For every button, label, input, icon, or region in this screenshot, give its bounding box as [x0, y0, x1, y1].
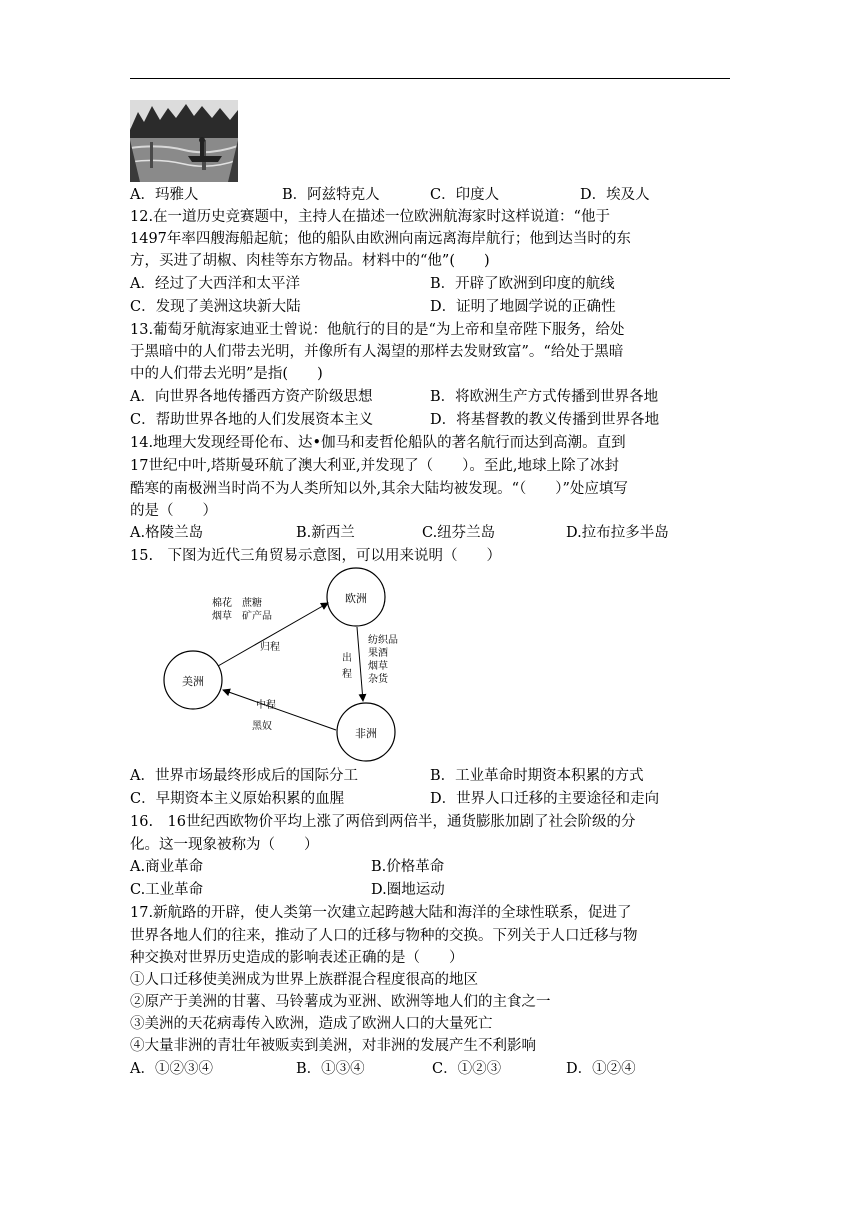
middle-leg-arrow: [223, 690, 336, 730]
q17-option-a[interactable]: A．①②③④: [130, 1061, 213, 1077]
outbound-good-2: 果酒: [368, 648, 388, 659]
outbound-good-3: 烟草: [368, 661, 388, 672]
q15-option-d[interactable]: D．世界人口迁移的主要途径和走向: [430, 791, 660, 807]
q12-option-a[interactable]: A．经过了大西洋和太平洋: [130, 276, 300, 292]
q17-option-d[interactable]: D．①②④: [566, 1061, 636, 1077]
outbound-good-4: 杂货: [368, 674, 388, 685]
q17-statement-3: ③美洲的天花病毒传入欧洲，造成了欧洲人口的大量死亡: [130, 1016, 493, 1032]
q13-option-b[interactable]: B．将欧洲生产方式传播到世界各地: [430, 389, 659, 405]
q14-stem-line-1: 14.地理大发现经哥伦布、达•伽马和麦哲伦船队的著名航行而达到高潮。直到: [130, 435, 626, 451]
outbound-leg-arrow: [357, 627, 363, 701]
q13-stem-line-3: 中的人们带去光明”是指( ): [130, 366, 323, 382]
europe-label: 欧洲: [345, 592, 367, 605]
q11-option-d[interactable]: D．埃及人: [580, 187, 650, 203]
q14-option-d[interactable]: D.拉布拉多半岛: [566, 525, 669, 541]
q17-option-b[interactable]: B．①③④: [296, 1061, 365, 1077]
q14-stem-line-3: 酷寒的南极洲当时尚不为人类所知以外,其余大陆均被发现。“（ ）”处应填写: [130, 481, 628, 497]
q13-option-d[interactable]: D．将基督教的教义传播到世界各地: [430, 412, 660, 428]
q13-option-a[interactable]: A．向世界各地传播西方资产阶级思想: [130, 389, 373, 405]
triangle-trade-diagram: [160, 565, 450, 765]
q17-stem-line-3: 种交换对世界历史造成的影响表述正确的是（ ）: [130, 950, 464, 966]
q16-option-a[interactable]: A.商业革命: [130, 859, 204, 875]
q14-option-b[interactable]: B.新西兰: [296, 525, 355, 541]
outbound-leg-label-2: 程: [342, 669, 352, 680]
q11-option-c[interactable]: C．印度人: [430, 187, 500, 203]
q17-statement-2: ②原产于美洲的甘薯、马铃薯成为亚洲、欧洲等地人们的主食之一: [130, 994, 551, 1010]
q12-stem-line-2: 1497年率四艘海船起航；他的船队由欧洲向南远离海岸航行；他到达当时的东: [130, 231, 631, 247]
q12-stem-line-3: 方，买进了胡椒、肉桂等东方物品。材料中的“他”( ): [130, 253, 490, 269]
return-goods-line-1: 棉花 蔗糖: [212, 598, 262, 609]
middle-goods-label: 黑奴: [252, 721, 272, 732]
q17-statement-1: ①人口迁移使美洲成为世界上族群混合程度很高的地区: [130, 972, 478, 988]
q12-stem-line-1: 12.在一道历史竞赛题中，主持人在描述一位欧洲航海家时这样说道：“他于: [130, 209, 610, 225]
q16-stem-line-2: 化。这一现象被称为（ ）: [130, 837, 319, 853]
q11-option-b[interactable]: B．阿兹特克人: [282, 187, 380, 203]
header-rule: [130, 78, 730, 79]
q13-stem-line-1: 13.葡萄牙航海家迪亚士曾说：他航行的目的是“为上帝和皇帝陛下服务，给处: [130, 322, 625, 338]
q17-option-c[interactable]: C．①②③: [432, 1061, 502, 1077]
q17-stem-line-1: 17.新航路的开辟，使人类第一次建立起跨越大陆和海洋的全球性联系，促进了: [130, 905, 632, 921]
q15-option-b[interactable]: B．工业革命时期资本积累的方式: [430, 768, 644, 784]
q12-option-d[interactable]: D．证明了地圆学说的正确性: [430, 299, 616, 315]
q12-option-c[interactable]: C．发现了美洲这块新大陆: [130, 299, 301, 315]
outbound-leg-label-1: 出: [342, 653, 352, 664]
q14-stem-line-4: 的是（ ）: [130, 503, 217, 519]
q14-stem-line-2: 17世纪中叶,塔斯曼环航了澳大利亚,并发现了（ ）。至此,地球上除了冰封: [130, 458, 620, 474]
america-label: 美洲: [182, 675, 204, 688]
q11-option-a[interactable]: A．玛雅人: [130, 187, 199, 203]
q17-stem-line-2: 世界各地人们的往来，推动了人口的迁移与物种的交换。下列关于人口迁移与物: [130, 928, 638, 944]
q17-statement-4: ④大量非洲的青壮年被贩卖到美洲，对非洲的发展产生不利影响: [130, 1038, 536, 1054]
q15-option-a[interactable]: A．世界市场最终形成后的国际分工: [130, 768, 358, 784]
outbound-good-1: 纺织品: [368, 635, 398, 646]
boat-photo: [130, 100, 238, 182]
middle-leg-label: 中程: [256, 700, 276, 711]
q14-option-c[interactable]: C.纽芬兰岛: [422, 525, 496, 541]
q14-option-a[interactable]: A.格陵兰岛: [130, 525, 204, 541]
q16-option-b[interactable]: B.价格革命: [371, 859, 445, 875]
return-goods-line-2: 烟草 矿产品: [212, 611, 272, 622]
q15-stem: 15. 下图为近代三角贸易示意图，可以用来说明（ ）: [130, 548, 502, 564]
q16-option-d[interactable]: D.圈地运动: [371, 882, 445, 898]
q15-option-c[interactable]: C．早期资本主义原始积累的血腥: [130, 791, 345, 807]
return-leg-label: 归程: [260, 642, 280, 653]
q12-option-b[interactable]: B．开辟了欧洲到印度的航线: [430, 276, 615, 292]
q16-option-c[interactable]: C.工业革命: [130, 882, 204, 898]
africa-label: 非洲: [355, 727, 377, 740]
q16-stem-line-1: 16. 16世纪西欧物价平均上涨了两倍到两倍半，通货膨胀加剧了社会阶级的分: [130, 814, 636, 830]
q13-option-c[interactable]: C．帮助世界各地的人们发展资本主义: [130, 412, 374, 428]
q13-stem-line-2: 于黑暗中的人们带去光明，并像所有人渴望的那样去发财致富”。“给处于黑暗: [130, 344, 624, 360]
